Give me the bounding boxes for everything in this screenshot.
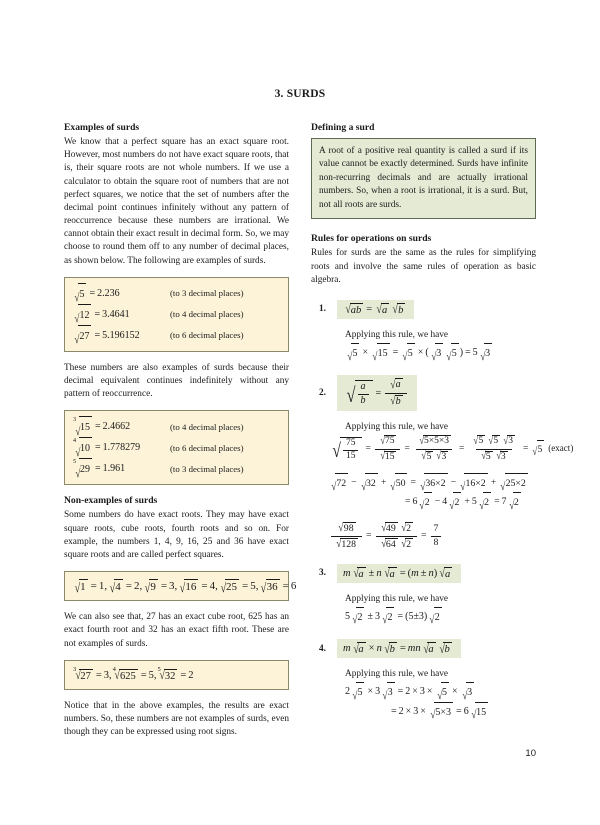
- formula-box-perfect-squares: [64, 571, 297, 601]
- rule-formula: √ $\frac{a}{b}$ = √ a √ b: [343, 378, 409, 407]
- rule-number: 3.: [319, 568, 326, 579]
- radical-expression: 3 √ 15 = 2.4662: [73, 415, 131, 438]
- rule-statement-box: [337, 564, 461, 583]
- formula-box-exact-higher-roots: [64, 660, 289, 690]
- formula-row: [72, 416, 281, 437]
- paragraph-examples-intro: We know that a perfect square has an exact square root. However, most numbers do not have exact square roots, that is, their square roots are not whole numbers. If we use a calculator to obtain the square root of numbers that are not perfect squares, we notice that the set of numbers after the decimal point continues infinitely without any pattern of reoccurrence because these numbers are irrational. We cannot obtain their exact result in decimal form. So, we may choose to round them off to any number of decimal places, as shown below. The following are examples of surds.: [64, 136, 289, 266]
- rule1-working: [345, 343, 536, 363]
- rule-statement-box: [337, 639, 461, 658]
- rule4-working: [345, 682, 536, 721]
- left-column: [64, 122, 297, 748]
- rule-item-2: [311, 375, 536, 410]
- rule2-working: [329, 434, 574, 463]
- equation-line: √ $\frac{75}{15}$ = √ 75 √ 15 = √ 5×5×3 √ 5 √ 3 = √ 5 √ 5 √ 3 √ 5 √ 3 = √ 5 (exact): [332, 434, 574, 463]
- root-index: 5: [73, 457, 77, 465]
- paragraph-also-surds: These numbers are also examples of surds because their decimal equivalent continues indefinitely without any pattern of reoccurrence.: [64, 362, 289, 400]
- rule-formula: m √ a × n √ b = mn √ a √ b: [343, 641, 450, 656]
- root-index: 4: [112, 665, 116, 673]
- radical-expression: √ 5 = 2.236: [72, 283, 120, 304]
- radicand: 9: [150, 581, 156, 594]
- radicand: 10: [79, 443, 90, 455]
- rule-formula: √ ab = √ a √ b: [345, 302, 404, 317]
- formula-row: [72, 304, 281, 325]
- formula-row: [72, 325, 281, 346]
- radicand: 25: [226, 581, 237, 594]
- value: 1: [98, 580, 105, 593]
- radicand: 15: [79, 422, 90, 434]
- formula-box-square-root-decimals: [64, 277, 289, 352]
- rule3-working: [345, 607, 536, 627]
- heading-defining-a-surd: Defining a surd: [311, 122, 375, 133]
- radicand: 4: [115, 581, 121, 594]
- right-column: [311, 122, 574, 722]
- precision-note: (to 4 decimal places): [170, 309, 244, 319]
- value: 3: [169, 580, 175, 593]
- value: 3.4641: [102, 308, 130, 320]
- value: 2.4662: [102, 421, 131, 433]
- radicand: 36: [266, 581, 278, 594]
- radicand: 27: [80, 670, 91, 682]
- two-column-layout: [64, 122, 574, 748]
- formula-box-higher-root-decimals: [64, 410, 289, 485]
- equals-sign: =: [94, 421, 101, 433]
- rule2-working-b: [329, 473, 536, 511]
- radicand: 32: [164, 670, 176, 682]
- value: 2: [188, 669, 194, 681]
- exact-note: (exact): [548, 443, 574, 454]
- root-index: 4: [73, 436, 77, 444]
- equals-sign: =: [94, 308, 101, 320]
- equation-line: √ 72 − √ 32 + √ 50 = √ 36×2 − √ 16×2 + √ 25×2: [329, 473, 536, 492]
- value: 2: [133, 580, 140, 593]
- paragraph-exact-numbers-note: Notice that in the above examples, the results are exact numbers. So, these numbers are not examples of surds, even though they can be expressed using root signs.: [64, 700, 289, 738]
- precision-note: (to 6 decimal places): [170, 442, 244, 453]
- page-content: [64, 88, 574, 748]
- value: 5: [148, 669, 154, 681]
- formula-row: [72, 458, 281, 479]
- heading-examples-of-surds: Examples of surds: [64, 122, 140, 133]
- radical-expression: √ 27 = 5.196152: [72, 325, 140, 346]
- precision-note: (to 6 decimal places): [170, 330, 244, 340]
- value: 4: [209, 580, 216, 593]
- applying-label-2: Applying this rule, we have: [345, 421, 449, 432]
- rule-item-1: [311, 300, 536, 319]
- formula-row: [72, 437, 281, 458]
- heading-rules-for-operations: Rules for operations on surds: [311, 233, 432, 245]
- radicand: 29: [79, 464, 90, 476]
- radical-expression: √ 12 = 3.4641: [72, 304, 130, 325]
- equation-line: = 6 √ 2 − 4 √ 2 + 5 √ 2 = 7 √ 2: [403, 492, 536, 511]
- definition-text: A root of a positive real quantity is called a surd if its value cannot be exactly determined. Surds have infinite non-recurring decimals and are actually irrational numbers. So, when a root is irrational, it is a surd. But, not all roots are surds.: [319, 145, 528, 210]
- rule-number: 2.: [319, 388, 326, 399]
- rule-formula: m √ a ± n √ a = ( m ± n ) √ a: [343, 566, 451, 581]
- page-title: 3. SURDS: [274, 88, 326, 100]
- value: 1.778279: [102, 442, 141, 454]
- paragraph-rules-intro: Rules for surds are the same as the rules for simplifying roots and involve the same rules of operation as basic algebra.: [311, 248, 536, 285]
- rule-item-3: [311, 564, 536, 583]
- applying-label-1: Applying this rule, we have: [345, 329, 449, 340]
- exact-roots-list: 3 √ 27 = 3 , 4 √ 625 = 5 , 5 √ 32 = 2: [73, 665, 194, 683]
- equation-line: √ 98 √ 128 = √ 49 √ 2 √ 64 √ 2 = $\frac{7}{8}$: [329, 522, 536, 551]
- equals-sign: =: [94, 329, 101, 341]
- perfect-squares-list: √ 1 = 1 , √ 4 = 2 , √ 9 = 3 , √ 16 = 4 , √ 25 = 5 , √ 36 = 6: [74, 579, 297, 595]
- rule-number: 1.: [319, 304, 326, 315]
- radicand: 5: [79, 288, 85, 300]
- heading-non-examples-of-surds: Non-examples of surds: [64, 495, 158, 507]
- equation-line: = 2 × 3 × √ 5×3 = 6 √ 15: [389, 702, 536, 722]
- rule-item-4: [311, 639, 536, 658]
- page-number: 10: [525, 748, 536, 759]
- rule2-working-c: [329, 522, 536, 551]
- radicand: 16: [185, 581, 197, 594]
- paragraph-exact-higher-roots: We can also see that, 27 has an exact cube root, 625 has an exact fourth root and 32 has an exact fifth root. These are not examples of surds.: [64, 612, 289, 649]
- rule-statement-box: [337, 375, 417, 410]
- root-index: 3: [73, 665, 77, 673]
- precision-note: (to 3 decimal places): [170, 463, 244, 474]
- value: 6: [290, 580, 297, 593]
- precision-note: (to 4 decimal places): [170, 421, 244, 432]
- formula-row: [72, 283, 281, 304]
- equation-line: √ 5 × √ 15 = √ 5 × ( √ 3 √ 5 ) = 5 √ 3: [345, 343, 536, 363]
- root-index: 3: [73, 415, 77, 423]
- value: 2.236: [97, 287, 120, 299]
- equals-sign: =: [89, 287, 96, 299]
- value: 1.961: [102, 463, 126, 475]
- value: 5.196152: [102, 329, 140, 341]
- definition-box: [311, 138, 536, 219]
- applying-label-4: Applying this rule, we have: [345, 669, 449, 680]
- precision-note: (to 3 decimal places): [170, 288, 244, 298]
- radical-expression: 5 √ 29 = 1.961: [73, 457, 126, 480]
- radicand: 1: [80, 581, 86, 594]
- radicand: 625: [119, 670, 136, 682]
- paragraph-perfect-squares: Some numbers do have exact roots. They may have exact square roots, cube roots, fourth roots and so on. For example, the numbers 1, 4, 9, 16, 25 and 36 have exact square roots and are called perfect squares.: [64, 510, 289, 560]
- value: 5: [250, 580, 256, 593]
- equals-sign: =: [94, 463, 101, 475]
- radicand: 27: [79, 330, 90, 342]
- root-index: 5: [157, 665, 161, 673]
- rule-statement-box: [337, 300, 414, 319]
- equation-line: 2 √ 5 × 3 √ 3 = 2 × 3 × √ 5 × √ 3: [345, 682, 536, 702]
- radical-expression: 4 √ 10 = 1.778279: [73, 436, 141, 459]
- equals-sign: =: [94, 442, 101, 454]
- equation-line: 5 √ 2 ± 3 √ 2 = (5±3) √ 2: [345, 607, 536, 627]
- rule-number: 4.: [319, 643, 326, 654]
- applying-label-3: Applying this rule, we have: [345, 593, 449, 604]
- radicand: 12: [79, 309, 90, 321]
- value: 3: [103, 669, 109, 681]
